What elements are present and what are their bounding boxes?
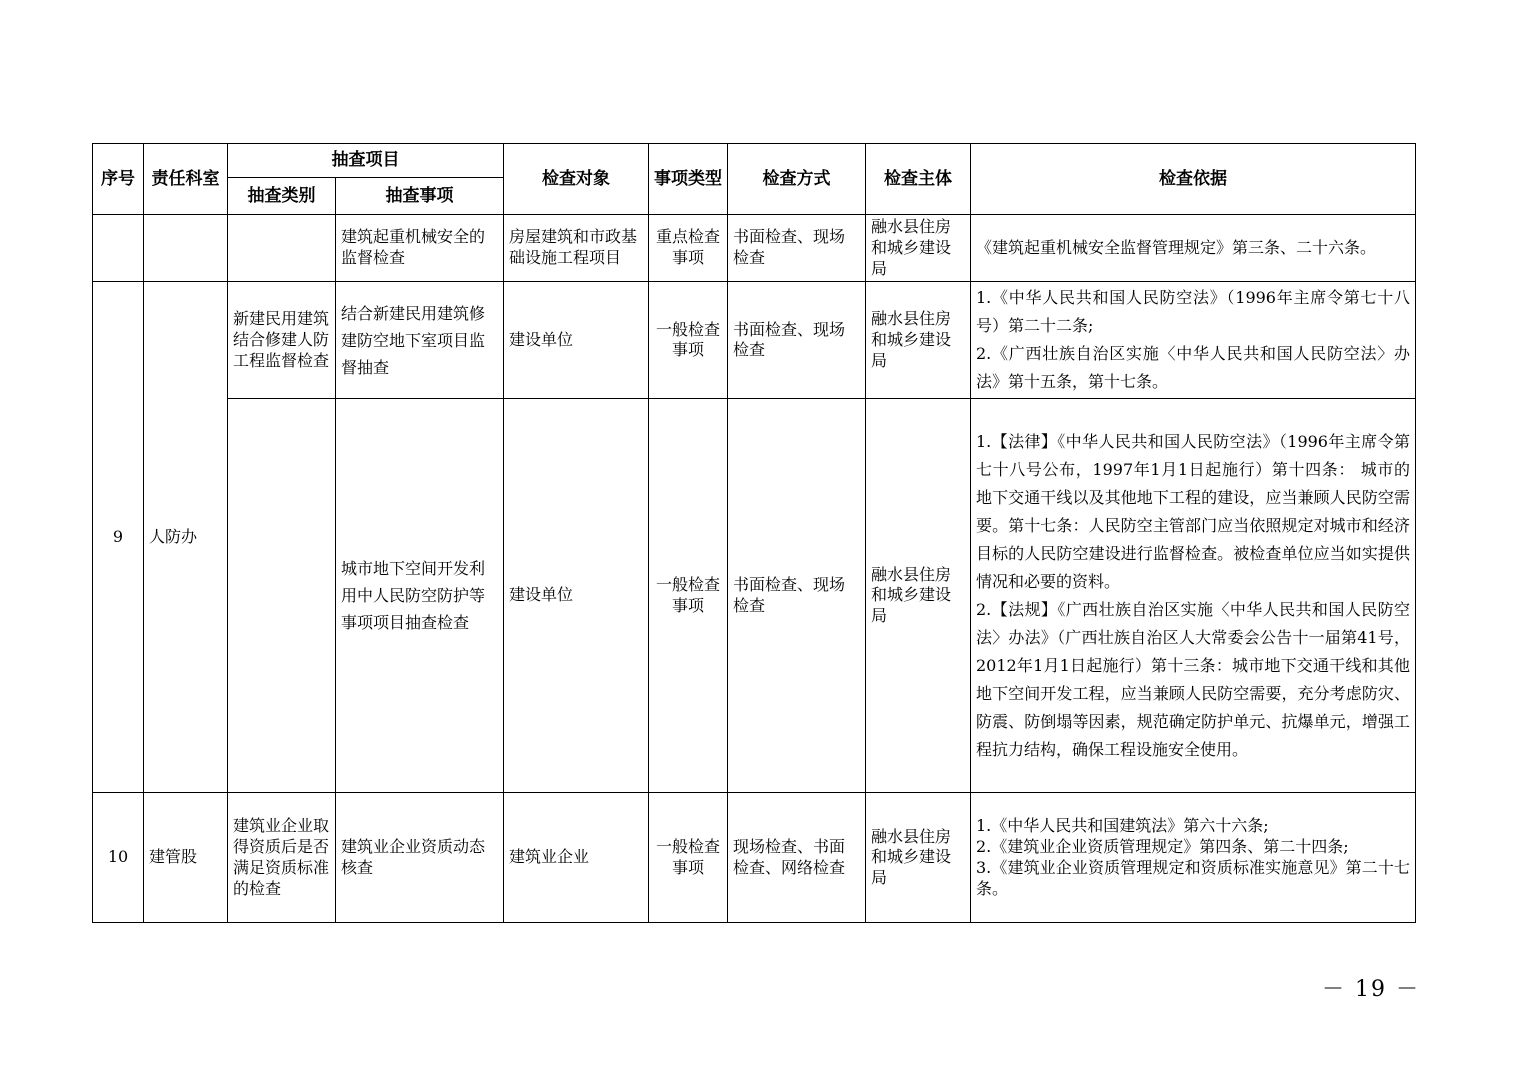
type-cell: 一般检查事项 <box>649 399 728 793</box>
category-cell: 建筑业企业取得资质后是否满足资质标准的检查 <box>228 793 336 923</box>
method-cell: 书面检查、现场检查 <box>728 215 866 282</box>
table-row <box>93 282 1416 399</box>
basis-line: 2.【法规】《广西壮族自治区实施〈中华人民共和国人民防空法〉办法》（广西壮族自治区人大常委会公告十一届第41号，2012年1月1日起施行）第十三条：城市地下交通干线和其他地下空间开发工程，应当兼顾人民防空需要，充分考虑防灾、防震、防倒塌等因素，规范确定防护单元、抗爆单元，增强工程抗力结构，确保工程设施安全使用。 <box>976 599 1410 759</box>
dept-cell <box>144 215 228 282</box>
type-cell: 一般检查事项 <box>649 282 728 399</box>
seq-cell: 10 <box>93 793 144 923</box>
dept-cell: 建管股 <box>144 793 228 923</box>
table-row <box>93 215 1416 282</box>
target-cell: 建设单位 <box>504 282 649 399</box>
header-seq: 序号 <box>93 144 144 215</box>
subject-cell: 融水县住房和城乡建设局 <box>866 215 971 282</box>
method-cell: 书面检查、现场检查 <box>728 399 866 793</box>
method-cell: 现场检查、书面检查、网络检查 <box>728 793 866 923</box>
header-target: 检查对象 <box>504 144 649 215</box>
method-cell: 书面检查、现场检查 <box>728 282 866 399</box>
target-cell: 建设单位 <box>504 399 649 793</box>
header-project-group: 抽查项目 <box>228 144 504 178</box>
item-cell: 建筑起重机械安全的监督检查 <box>336 215 504 282</box>
header-type: 事项类型 <box>649 144 728 215</box>
basis-cell <box>971 215 1416 282</box>
header-dept: 责任科室 <box>144 144 228 215</box>
item-cell: 结合新建民用建筑修建防空地下室项目监督抽查 <box>336 282 504 399</box>
target-cell: 房屋建筑和市政基础设施工程项目 <box>504 215 649 282</box>
header-subject: 检查主体 <box>866 144 971 215</box>
basis-line: 《建筑起重机械安全监督管理规定》第三条、二十六条。 <box>976 237 1377 257</box>
basis-line: 2.《广西壮族自治区实施〈中华人民共和国人民防空法〉办法》第十五条，第十七条。 <box>976 344 1410 392</box>
subject-cell: 融水县住房和城乡建设局 <box>866 793 971 923</box>
table-row <box>93 793 1416 923</box>
dept-cell: 人防办 <box>144 282 228 793</box>
basis-line: 1.【法律】《中华人民共和国人民防空法》（1996年主席令第七十八号公布，1997年1月1日起施行）第十四条： 城市的地下交通干线以及其他地下工程的建设，应当兼顾人民防空需要。第十七条：人民防空主管部门应当依照规定对城市和经济目标的人民防空建设进行监督检查。被检查单位应当如实提供情况和必要的资料。 <box>976 431 1410 591</box>
seq-cell <box>93 215 144 282</box>
basis-cell <box>971 399 1416 793</box>
target-cell: 建筑业企业 <box>504 793 649 923</box>
subject-cell: 融水县住房和城乡建设局 <box>866 399 971 793</box>
basis-line: 1.《中华人民共和国建筑法》第六十六条; <box>976 816 1269 836</box>
basis-cell <box>971 282 1416 399</box>
seq-cell: 9 <box>93 282 144 793</box>
item-cell: 建筑业企业资质动态核查 <box>336 793 504 923</box>
item-cell: 城市地下空间开发利用中人民防空防护等事项项目抽查检查 <box>336 399 504 793</box>
category-cell <box>228 399 336 793</box>
page-number: － 19 － <box>1322 977 1420 1002</box>
basis-line: 3.《建筑业企业资质管理规定和资质标准实施意见》第二十七条。 <box>976 857 1410 898</box>
basis-line: 1.《中华人民共和国人民防空法》（1996年主席令第七十八号）第二十二条; <box>976 288 1410 336</box>
table-row <box>93 399 1416 793</box>
category-cell: 新建民用建筑结合修建人防工程监督检查 <box>228 282 336 399</box>
inspection-table <box>92 143 1416 923</box>
header-item: 抽查事项 <box>336 178 504 215</box>
header-row-1 <box>93 144 1416 178</box>
header-method: 检查方式 <box>728 144 866 215</box>
header-category: 抽查类别 <box>228 178 336 215</box>
basis-line: 2.《建筑业企业资质管理规定》第四条、第二十四条; <box>976 837 1349 857</box>
type-cell: 一般检查事项 <box>649 793 728 923</box>
category-cell <box>228 215 336 282</box>
header-basis: 检查依据 <box>971 144 1416 215</box>
type-cell: 重点检查事项 <box>649 215 728 282</box>
basis-cell <box>971 793 1416 923</box>
subject-cell: 融水县住房和城乡建设局 <box>866 282 971 399</box>
